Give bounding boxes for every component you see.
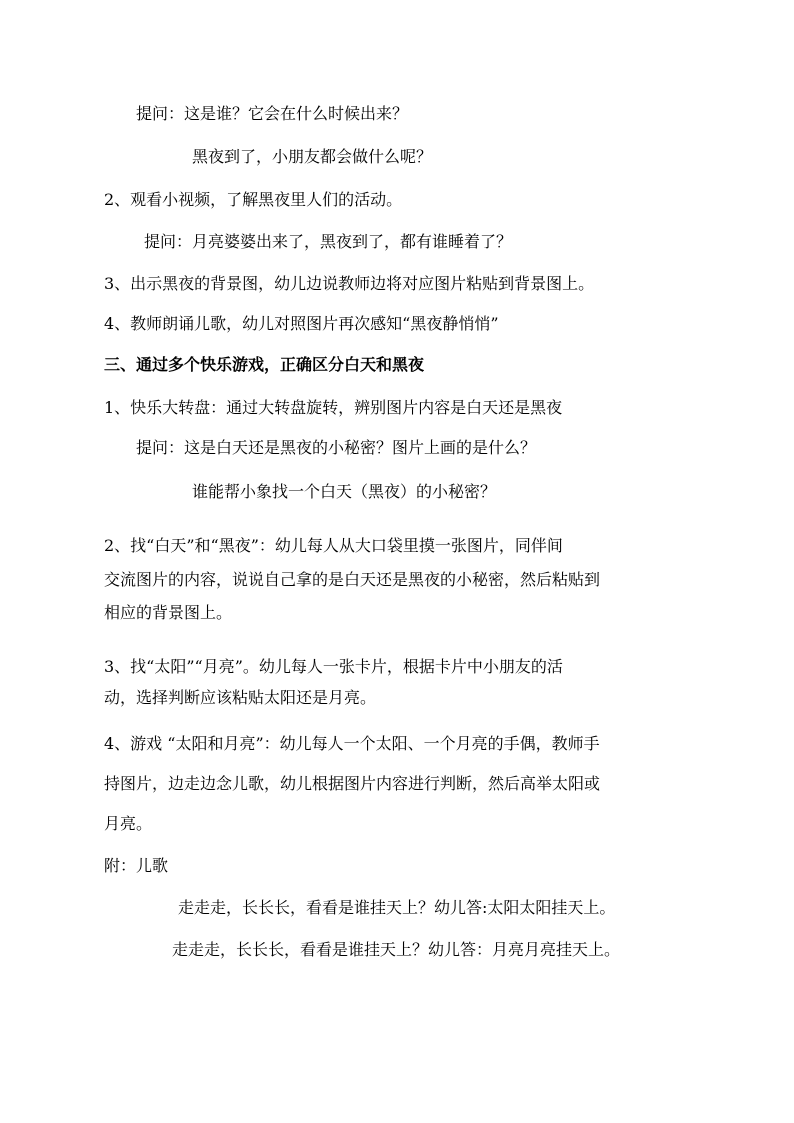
question-elephant: 谁能帮小象找一个白天（黑夜）的小秘密？ [192,482,497,501]
question-who-sleeps: 提问：月亮婆婆出来了，黑夜到了，都有谁睡着了？ [144,232,513,251]
rhyme-line-moon: 走走走，长长长，看看是谁挂天上？幼儿答：月亮月亮挂天上。 [172,940,621,959]
section-three-heading: 三、通过多个快乐游戏，正确区分白天和黑夜 [104,355,425,374]
game-2-line-2: 交流图片的内容，说说自己拿的是白天还是黑夜的小秘密，然后粘贴到 [104,570,601,589]
question-night-activity: 黑夜到了，小朋友都会做什么呢？ [192,147,433,166]
appendix-heading: 附：儿歌 [104,856,169,875]
step-3-background: 3、出示黑夜的背景图，幼儿边说教师边将对应图片粘贴到背景图上。 [104,274,595,293]
game-4-line-3: 月亮。 [104,814,153,833]
question-who: 提问：这是谁？它会在什么时候出来？ [136,104,409,123]
rhyme-line-sun: 走走走，长长长，看看是谁挂天上？幼儿答:太阳太阳挂天上。 [178,898,616,917]
game-3-line-1: 3、找“太阳”“月亮”。幼儿每人一张卡片，根据卡片中小朋友的活 [104,657,563,676]
question-day-or-night: 提问：这是白天还是黑夜的小秘密？图片上画的是什么？ [136,438,537,457]
game-4-line-1: 4、游戏 “太阳和月亮”：幼儿每人一个太阳、一个月亮的手偶，教师手 [104,734,600,753]
game-2-line-1: 2、找“白天”和“黑夜”：幼儿每人从大口袋里摸一张图片，同伴间 [104,536,563,555]
step-4-recite: 4、教师朗诵儿歌，幼儿对照图片再次感知“黑夜静悄悄” [104,314,499,333]
game-2-line-3: 相应的背景图上。 [104,603,233,622]
game-3-line-2: 动，选择判断应该粘贴太阳还是月亮。 [104,688,377,707]
game-1-wheel: 1、快乐大转盘：通过大转盘旋转，辨别图片内容是白天还是黑夜 [104,398,563,417]
game-4-line-2: 持图片，边走边念儿歌，幼儿根据图片内容进行判断，然后高举太阳或 [104,774,601,793]
step-2-video: 2、观看小视频，了解黑夜里人们的活动。 [104,190,403,209]
